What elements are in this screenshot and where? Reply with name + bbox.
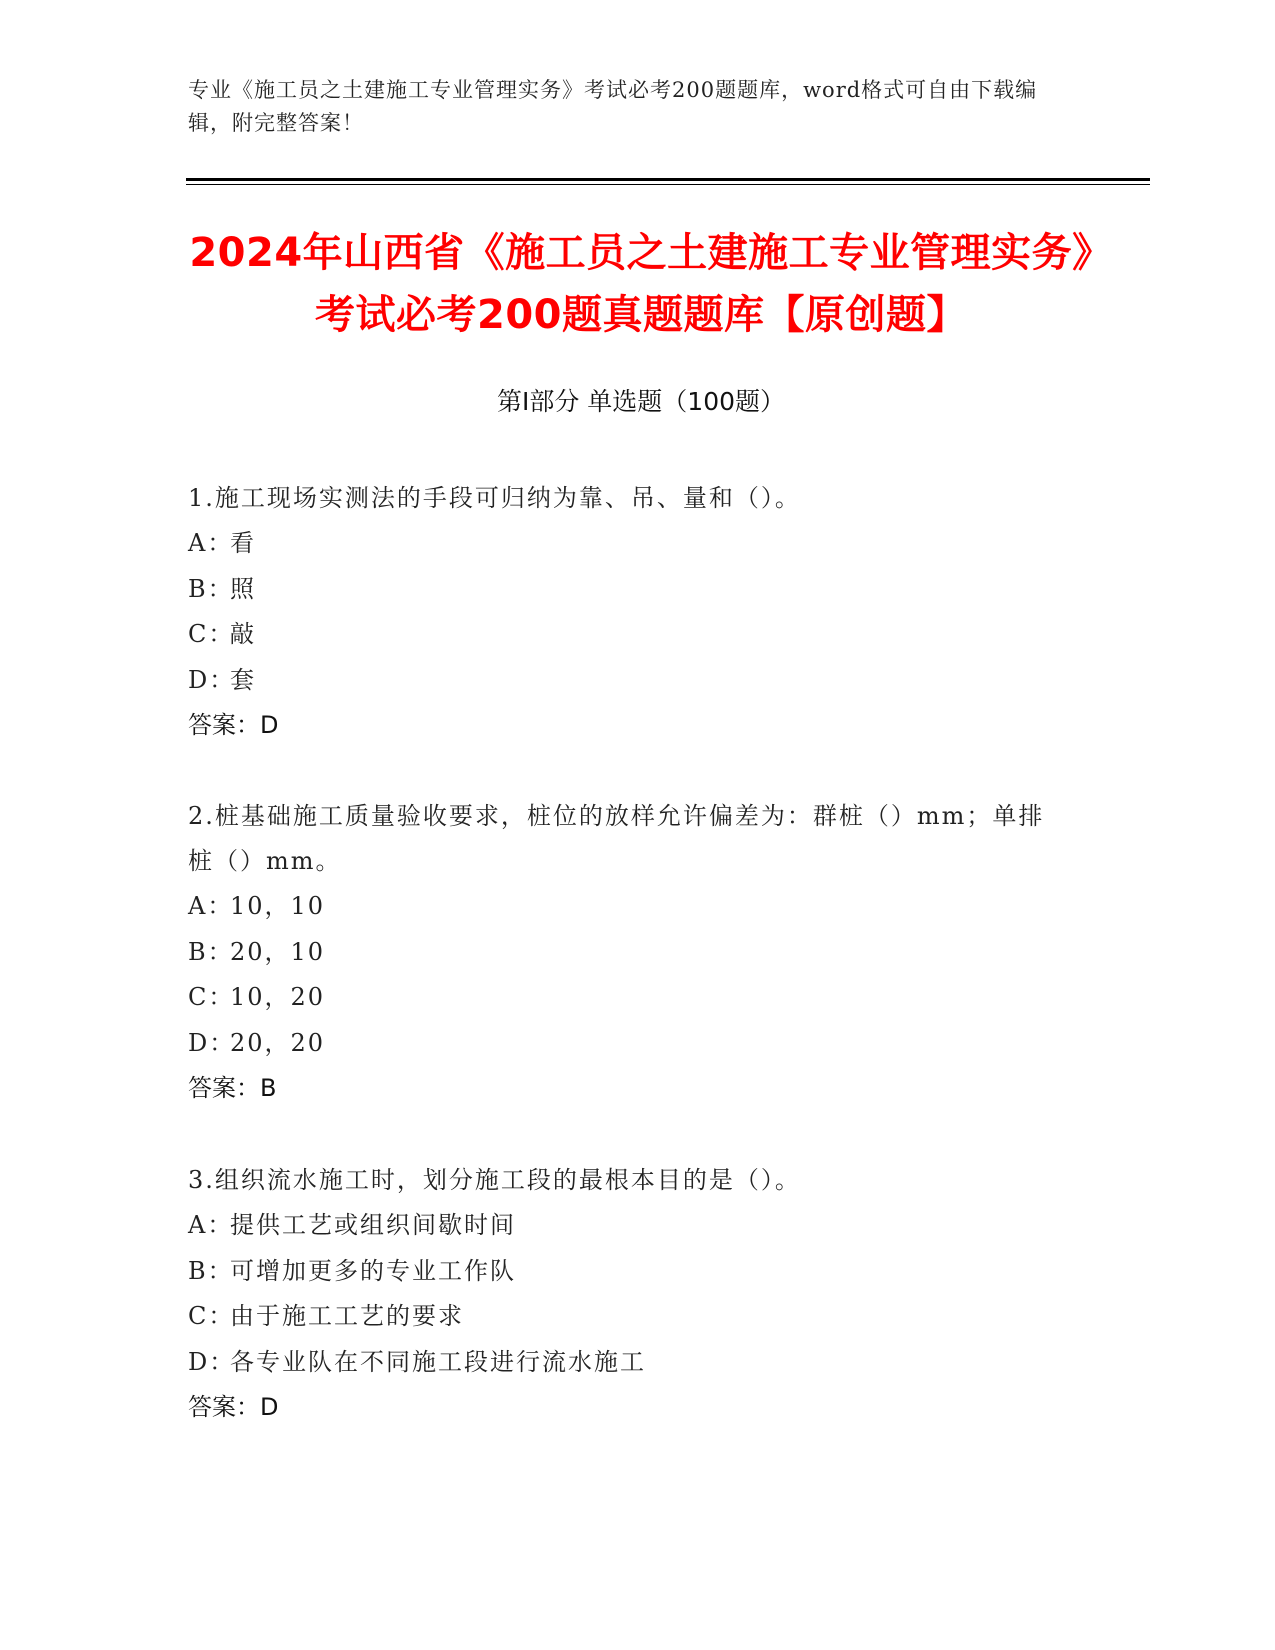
option-d [188, 658, 1068, 704]
option-key: A： [188, 529, 234, 557]
question-stem: 1.施工现场实测法的手段可归纳为靠、吊、量和（）。 [188, 484, 801, 512]
option-d [188, 1021, 1068, 1067]
header-note: 专业《施工员之土建施工专业管理实务》考试必考200题题库，word格式可自由下载编辑，附完整答案！ [188, 78, 1038, 135]
option-key: B： [188, 574, 234, 603]
option-text: 照 [230, 574, 256, 603]
document-title: 2024年山西省《施工员之土建施工专业管理实务》考试必考200题真题题库【原创题】 [189, 230, 1093, 338]
option-key: C： [188, 1302, 235, 1330]
option-text: 10，20 [230, 983, 326, 1011]
option-text: 提供工艺或组织间歇时间 [230, 1211, 516, 1239]
option-key: A： [188, 1211, 234, 1239]
option-text: 看 [230, 529, 256, 557]
option-c [188, 612, 1068, 658]
option-c [188, 1294, 1068, 1340]
option-a [188, 521, 1068, 567]
option-key: B： [188, 1256, 234, 1285]
option-text: 可增加更多的专业工作队 [230, 1256, 516, 1285]
question-3 [188, 1158, 1068, 1430]
option-d [188, 1340, 1068, 1386]
header-divider-thick [186, 178, 1150, 181]
option-key: D： [188, 665, 236, 694]
section-title: 第Ⅰ部分 单选题（100题） [496, 387, 786, 416]
answer-label: 答案：B [188, 1074, 277, 1102]
option-b [188, 1249, 1068, 1295]
option-text: 10，10 [230, 892, 326, 920]
option-key: C： [188, 620, 235, 648]
option-key: C： [188, 983, 235, 1011]
question-stem: 3.组织流水施工时，划分施工段的最根本目的是（）。 [188, 1166, 801, 1194]
option-key: D： [188, 1347, 236, 1376]
question-2 [188, 794, 1068, 1111]
option-text: 由于施工工艺的要求 [230, 1302, 464, 1330]
option-key: B： [188, 937, 234, 966]
option-a [188, 1203, 1068, 1249]
answer-label: 答案：D [188, 711, 279, 739]
option-text: 敲 [230, 620, 256, 648]
option-a [188, 884, 1068, 930]
option-text: 套 [230, 665, 256, 694]
option-b [188, 930, 1068, 976]
option-c [188, 975, 1068, 1021]
option-key: A： [188, 892, 234, 920]
option-text: 20，10 [230, 937, 326, 966]
question-stem: 2.桩基础施工质量验收要求，桩位的放样允许偏差为：群桩（）mm；单排桩（）mm。 [188, 802, 1045, 875]
answer-label: 答案：D [188, 1393, 279, 1421]
question-1 [188, 476, 1068, 748]
option-text: 各专业队在不同施工段进行流水施工 [230, 1347, 646, 1376]
option-text: 20，20 [230, 1028, 326, 1057]
option-b [188, 567, 1068, 613]
header-divider-thin [186, 184, 1150, 185]
option-key: D： [188, 1028, 236, 1057]
